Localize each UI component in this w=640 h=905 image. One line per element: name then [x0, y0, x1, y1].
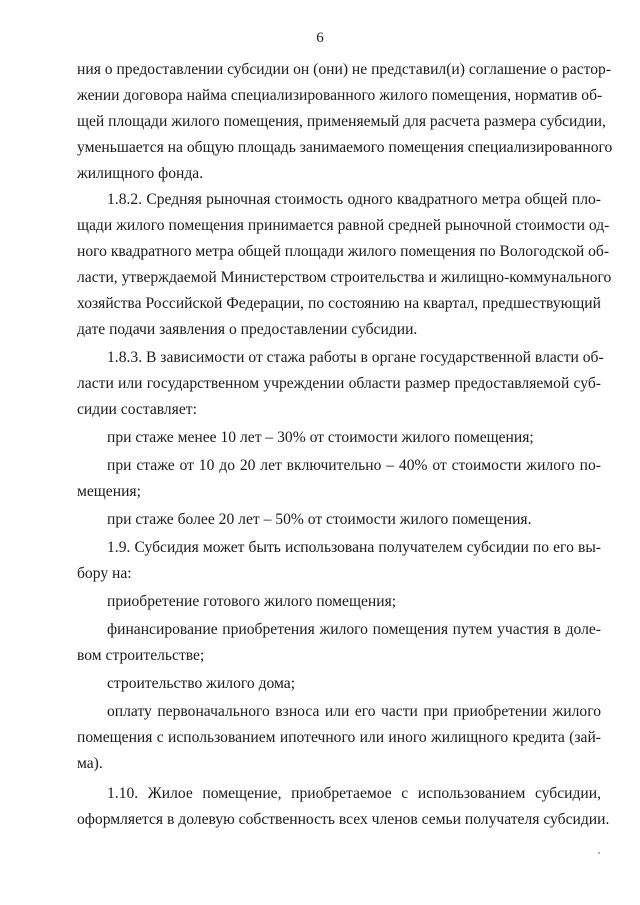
text-line: при стаже от 10 до 20 лет включительно – 40% от стоимости жилого по- [107, 457, 601, 474]
text-line: строительство жилого дома; [107, 675, 296, 692]
text-line: 1.8.2. Средняя рыночная стоимость одного квадратного метра общей пло- [107, 191, 601, 208]
text-line: 1.8.3. В зависимости от стажа работы в органе государственной власти об- [107, 349, 604, 366]
text-line: 1.10. Жилое помещение, приобретаемое с использованием субсидии, [107, 785, 601, 802]
text-line: дате подачи заявления о предоставлении субсидии. [77, 321, 418, 338]
text-line: жении договора найма специализированного жилого помещения, норматив об- [77, 87, 603, 104]
text-line: ласти, утверждаемой Министерством строительства и жилищно-коммунального [77, 269, 612, 286]
text-line: ласти или государственном учреждении области размер предоставляемой суб- [77, 375, 601, 392]
text-line: ния о предоставлении субсидии он (они) не представил(и) соглашение о растор- [77, 61, 612, 78]
text-line: при стаже менее 10 лет – 30% от стоимости жилого помещения; [107, 429, 534, 446]
text-line: хозяйства Российской Федерации, по состоянию на квартал, предшествующий [77, 295, 601, 312]
text-line: бору на: [77, 565, 132, 582]
text-line: сидии составляет: [77, 401, 197, 418]
text-line: щей площади жилого помещения, применяемый для расчета размера субсидии, [77, 113, 606, 130]
text-line: оформляется в долевую собственность всех членов семьи получателя субсидии. [77, 811, 610, 828]
text-line: уменьшается на общую площадь занимаемого помещения специализированного [77, 139, 613, 156]
text-line: 1.9. Субсидия может быть использована получателем субсидии по его вы- [107, 539, 601, 556]
text-line: помещения с использованием ипотечного или иного жилищного кредита (зай- [77, 729, 601, 746]
text-line: финансирование приобретения жилого помещения путем участия в доле- [107, 621, 601, 638]
text-line: ма). [77, 755, 103, 772]
text-line: оплату первоначального взноса или его части при приобретении жилого [107, 703, 601, 720]
page-number: 6 [316, 30, 324, 46]
text-line: приобретение готового жилого помещения; [107, 593, 397, 610]
text-line: мещения; [77, 483, 141, 500]
text-line: при стаже более 20 лет – 50% от стоимости жилого помещения. [107, 511, 532, 528]
text-line: щади жилого помещения принимается равной средней рыночной стоимости од- [77, 217, 610, 234]
text-line: вом строительстве; [77, 647, 205, 664]
scan-speck [598, 852, 600, 854]
text-line: жилищного фонда. [77, 165, 204, 182]
text-line: ного квадратного метра общей площади жилого помещения по Вологодской об- [77, 243, 610, 260]
